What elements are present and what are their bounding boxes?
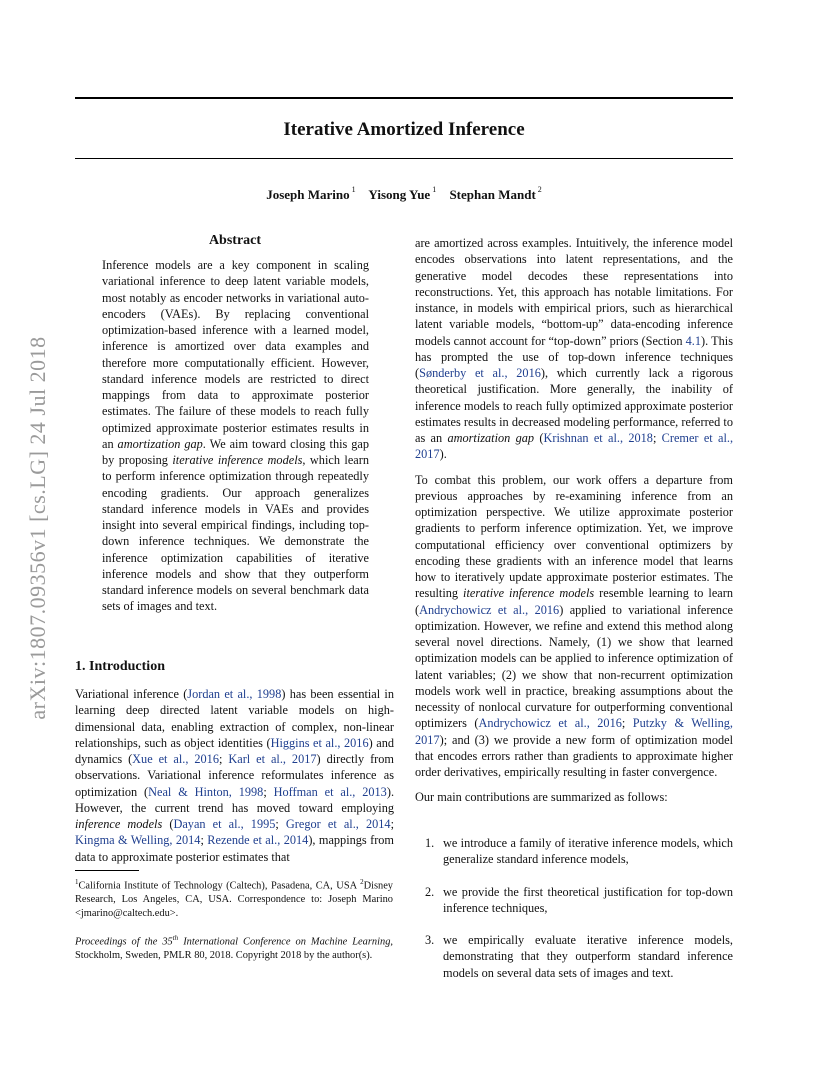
author-affiliation-mark: 1: [351, 185, 356, 194]
abstract-heading: Abstract: [208, 233, 262, 248]
text-run: ).: [439, 447, 447, 462]
text-run: ;: [263, 784, 274, 799]
text-run: ;: [621, 716, 633, 731]
proceedings-note: [75, 932, 393, 963]
citation-link[interactable]: Andrychowicz et al., 2016: [419, 602, 560, 617]
proceedings-ordinal: th: [172, 934, 179, 942]
emphasis-text: iterative inference models: [463, 586, 595, 601]
footnote-affiliation: Disney Research, Los Angeles, CA, USA. Correspondence to: Joseph Marino <jmarino@caltech.edu>.: [75, 880, 393, 919]
arxiv-identifier-stamp: arXiv:1807.09356v1 [cs.LG] 24 Jul 2018: [25, 336, 50, 720]
text-run: ), mappings from data to approximate posterior estimates that: [75, 833, 395, 864]
text-run: ;: [275, 817, 286, 831]
emphasis-text: iterative inference models: [172, 453, 303, 467]
text-run: (: [534, 431, 544, 445]
text-run: ;: [200, 833, 208, 848]
footnote-marker: 1: [75, 878, 79, 886]
citation-link[interactable]: Krishnan et al., 2018: [543, 431, 653, 445]
paper-title: Iterative Amortized Inference: [283, 119, 525, 140]
text-run: To combat this problem, our work offers a departure from previous approaches by re-examining inference from an optimization perspective. We utilize approximate posterior gradients to perform inference optimization. Yet, we improve computational efficiency over conventional optimizers by encoding these gradients with an inference model that learns how to iteratively update approximate posterior estimates. The resulting: [415, 472, 733, 601]
citation-link[interactable]: Cremer et al., 2017: [415, 431, 734, 462]
author-line: [75, 187, 733, 203]
citation-link[interactable]: Sønderby et al., 2016: [419, 366, 541, 380]
text-run: ), which currently lack a rigorous theoretical justification. More generally, the inability of inference models to reach fully optimized approximate posterior estimates results in decreased modeling performance, referred to as an: [415, 366, 733, 445]
author-name: Joseph Marino: [266, 187, 350, 202]
proceedings-details: , Stockholm, Sweden, PMLR 80, 2018. Copyright 2018 by the author(s).: [75, 936, 393, 962]
text-run: . We aim toward closing this gap by proposing: [102, 436, 369, 467]
proceedings-number: 35: [162, 936, 173, 948]
proceedings-prefix: Proceedings of the: [75, 936, 163, 948]
author-affiliation-mark: 1: [432, 185, 437, 194]
text-run: ;: [218, 752, 229, 766]
text-run: Inference models are a key component in scaling variational inference to deep latent variable models, most notably as encoder networks in variational auto-encoders (VAEs). By replacing conventional optimization-based inference with a learned model, inference is amortized over data examples and therefore more computationally efficient. However, standard inference models are restricted to direct mappings from data to approximate posterior estimates. The failure of these models to reach fully optimized approximate posterior estimates results in an: [102, 258, 369, 451]
list-item: [415, 932, 733, 981]
list-item: [415, 884, 733, 917]
text-run: , which learn to perform inference optimization through repeatedly encoding gradients. Our approach generalizes standard inference models in VAEs and provides insight into several empirical findings, including top-down inference techniques. We demonstrate the inference optimization capabilities of iterative inference models and show that they outperform standard inference models on several benchmark data sets of images and text.: [102, 453, 369, 614]
citation-link[interactable]: Kingma & Welling, 2014: [75, 833, 201, 848]
text-run: Our main contributions are summarized as follows:: [415, 790, 668, 805]
text-run: ). However, the current trend has moved toward employing: [75, 784, 395, 815]
text-run: ;: [652, 431, 662, 445]
list-item-number: 2.: [425, 884, 435, 899]
introduction-paragraph: [415, 789, 733, 805]
introduction-paragraph: [415, 235, 733, 463]
text-run: (: [162, 817, 174, 831]
text-run: ). This has prompted the use of top-down inference techniques (: [415, 333, 733, 380]
citation-link[interactable]: Andrychowicz et al., 2016: [478, 716, 622, 731]
title-bottom-rule: [75, 158, 733, 159]
text-run: ) directly from observations. Variational inference reformulates inference as optimization (: [75, 752, 394, 799]
introduction-paragraph: [75, 686, 394, 865]
author-name: Yisong Yue: [368, 187, 431, 202]
introduction-right-column: [415, 235, 733, 806]
citation-link[interactable]: Neal & Hinton, 1998: [148, 784, 264, 799]
text-run: ); and (3) we provide a new form of optimization model that encodes errors rather than gradients to approximate higher order derivatives, empirically resulting in faster convergence.: [415, 732, 733, 779]
text-run: resemble learning to learn (: [415, 586, 734, 617]
text-run: are amortized across examples. Intuitively, the inference model encodes observations into latent representations, and the generative model decodes these representations into reconstructions. Yet, this approach has notable limitations. For instance, in models with empirical priors, such as hierarchical latent variable models, “bottom-up” data-encoding inference models cannot account for “top-down” priors (Section: [415, 236, 733, 348]
introduction-paragraph: [415, 472, 733, 781]
text-run: ) has been essential in learning deep directed latent variable models on high-dimensional data, enabling extraction of complex, non-linear relationships, such as object identities (: [75, 687, 394, 750]
citation-link[interactable]: Xue et al., 2016: [132, 752, 219, 766]
list-item-text: we provide the first theoretical justification for top-down inference techniques,: [443, 884, 733, 915]
introduction-left-column: [75, 686, 394, 865]
citation-link[interactable]: Gregor et al., 2014: [285, 817, 391, 831]
proceedings-conference: International Conference on Machine Learning: [178, 936, 391, 948]
affiliation-footnote: [75, 876, 393, 920]
citation-link[interactable]: Rezende et al., 2014: [207, 833, 309, 848]
citation-link[interactable]: Hoffman et al., 2013: [273, 784, 387, 799]
citation-link[interactable]: Putzky & Welling, 2017: [415, 716, 733, 747]
emphasis-text: amortization gap: [447, 431, 535, 445]
emphasis-text: inference models: [75, 817, 163, 831]
text-run: ) applied to variational inference optimization. However, we refine and extend this method along several novel directions. Namely, (1) we show that learned optimization models can be applied to inference optimization of latent variables; (2) we show that non-recurrent optimization models work well in practice, breaking assumptions about the necessity of nonlocal curvature for outperforming conventional optimizers (: [415, 602, 733, 731]
citation-link[interactable]: Jordan et al., 1998: [187, 687, 282, 701]
citation-link[interactable]: 4.1: [685, 333, 702, 348]
list-item-number: 3.: [425, 933, 435, 947]
abstract-paragraph: [102, 257, 369, 615]
footnote-affiliation: California Institute of Technology (Caltech), Pasadena, CA, USA: [78, 880, 361, 892]
citation-link[interactable]: Higgins et al., 2016: [270, 735, 369, 750]
footnote-marker: 2: [360, 878, 364, 886]
author-affiliation-mark: 2: [537, 185, 542, 194]
list-item-text: we introduce a family of iterative inference models, which generalize standard inference models,: [443, 836, 733, 867]
author-name: Stephan Mandt: [449, 187, 536, 202]
list-item: [415, 835, 733, 868]
text-run: ) and dynamics (: [75, 735, 394, 766]
citation-link[interactable]: Dayan et al., 1995: [173, 817, 276, 831]
text-run: Variational inference (: [75, 687, 188, 701]
title-top-rule: [75, 97, 733, 99]
emphasis-text: amortization gap: [117, 436, 203, 451]
list-item-text: we empirically evaluate iterative inference models, demonstrating that they outperform standard inference models on several data sets of images and text.: [443, 933, 733, 980]
citation-link[interactable]: Karl et al., 2017: [228, 752, 317, 766]
footnote-rule: [75, 870, 139, 871]
abstract-body: [102, 257, 369, 615]
text-run: ;: [390, 817, 394, 831]
contributions-list: [415, 835, 733, 997]
introduction-heading: 1. Introduction: [75, 659, 165, 674]
list-item-number: 1.: [425, 836, 435, 850]
